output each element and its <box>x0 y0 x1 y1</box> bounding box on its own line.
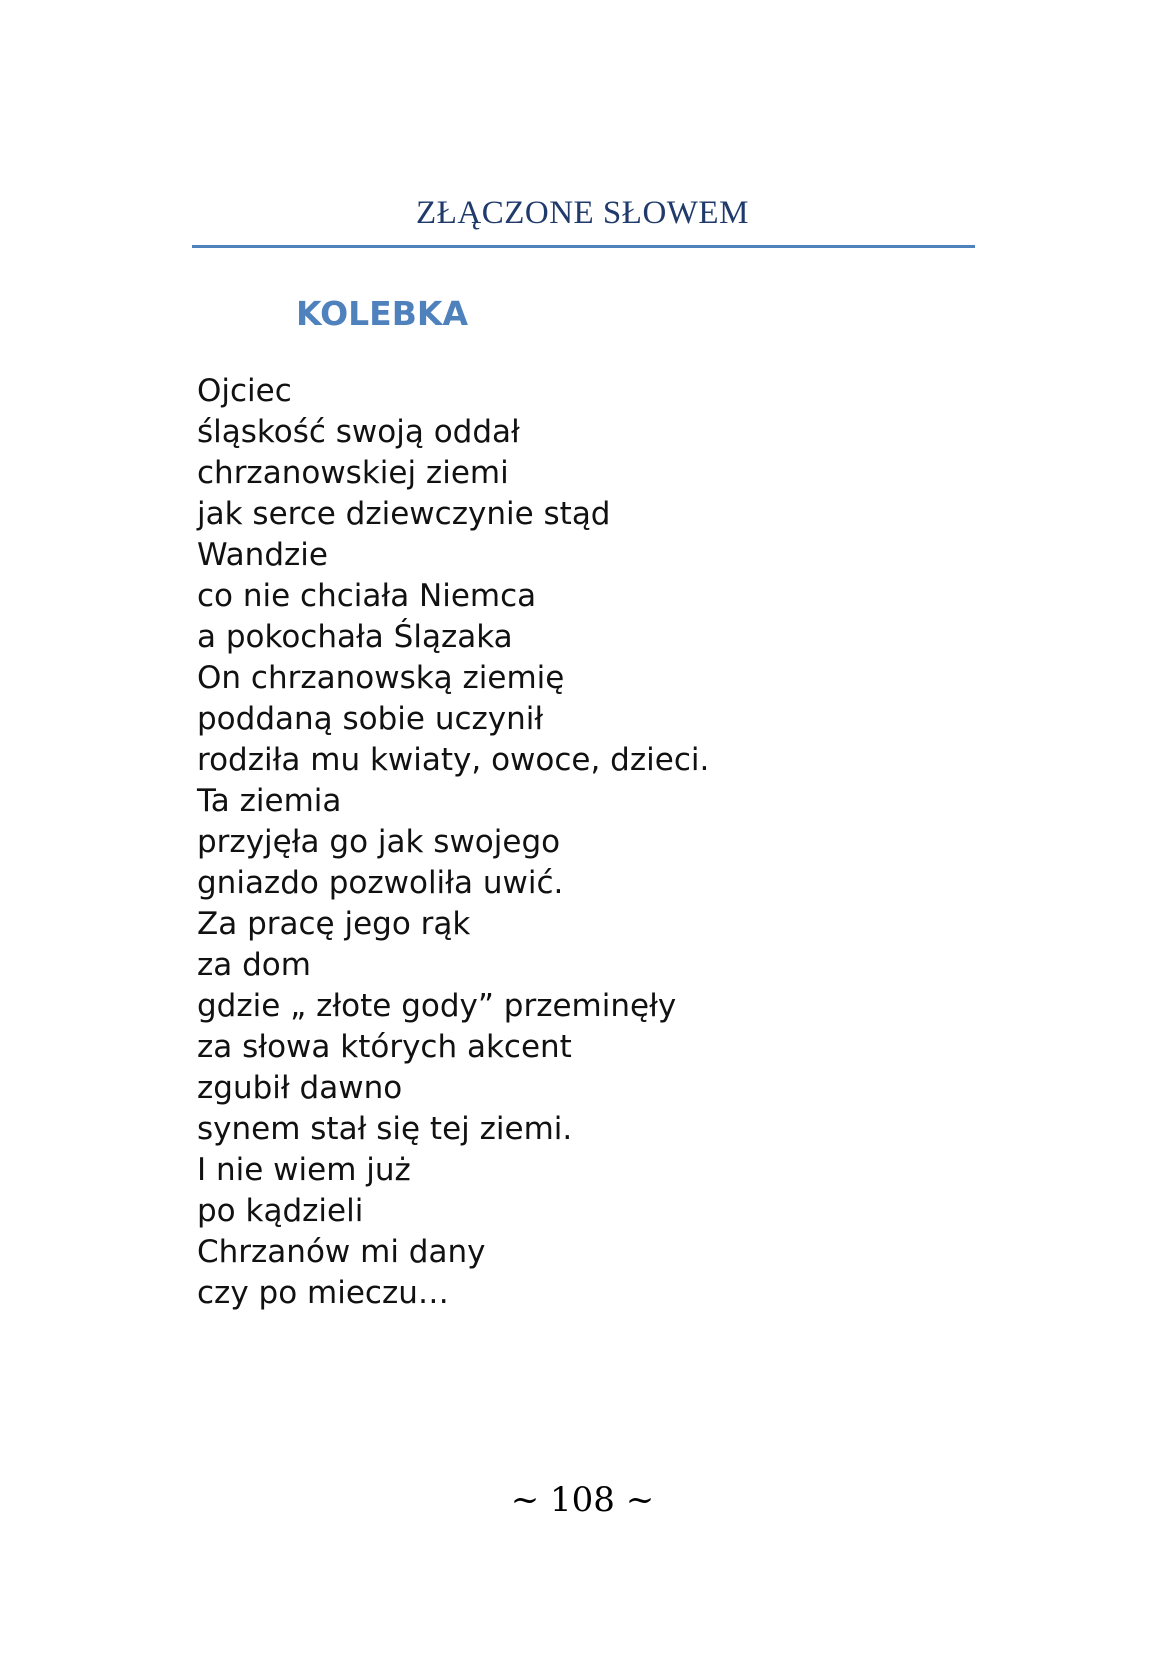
poem-line: Wandzie <box>197 537 328 573</box>
poem-line: Ta ziemia <box>197 783 342 819</box>
poem-line: On chrzanowską ziemię <box>197 660 565 696</box>
poem-line: gdzie „ złote gody” przeminęły <box>197 988 677 1024</box>
poem-line: jak serce dziewczynie stąd <box>197 496 611 532</box>
poem-line: co nie chciała Niemca <box>197 578 537 614</box>
poem-line: za dom <box>197 947 311 983</box>
poem-line: za słowa których akcent <box>197 1029 572 1065</box>
poem-line: rodziła mu kwiaty, owoce, dzieci. <box>197 742 710 778</box>
page-number: ~ 108 ~ <box>510 1480 655 1520</box>
poem-line: Chrzanów mi dany <box>197 1234 486 1270</box>
poem-line: synem stał się tej ziemi. <box>197 1111 573 1147</box>
poem-line: śląskość swoją oddał <box>197 414 520 450</box>
poem-line: chrzanowskiej ziemi <box>197 455 509 491</box>
poem-line: a pokochała Ślązaka <box>197 619 513 655</box>
header-rule <box>192 245 975 248</box>
poem-line: I nie wiem już <box>197 1152 411 1188</box>
poem-line: po kądzieli <box>197 1193 364 1229</box>
poem-line: zgubił dawno <box>197 1070 403 1106</box>
poem-line: Za pracę jego rąk <box>197 906 471 942</box>
running-header: ZŁĄCZONE SŁOWEM <box>416 195 749 231</box>
poem-line: poddaną sobie uczynił <box>197 701 544 737</box>
poem-line: gniazdo pozwoliła uwić. <box>197 865 564 901</box>
poem-title: KOLEBKA <box>296 294 468 333</box>
poem-line: czy po mieczu… <box>197 1275 449 1311</box>
poem-line: Ojciec <box>197 373 292 409</box>
poem-line: przyjęła go jak swojego <box>197 824 561 860</box>
poem-body <box>197 371 709 1314</box>
